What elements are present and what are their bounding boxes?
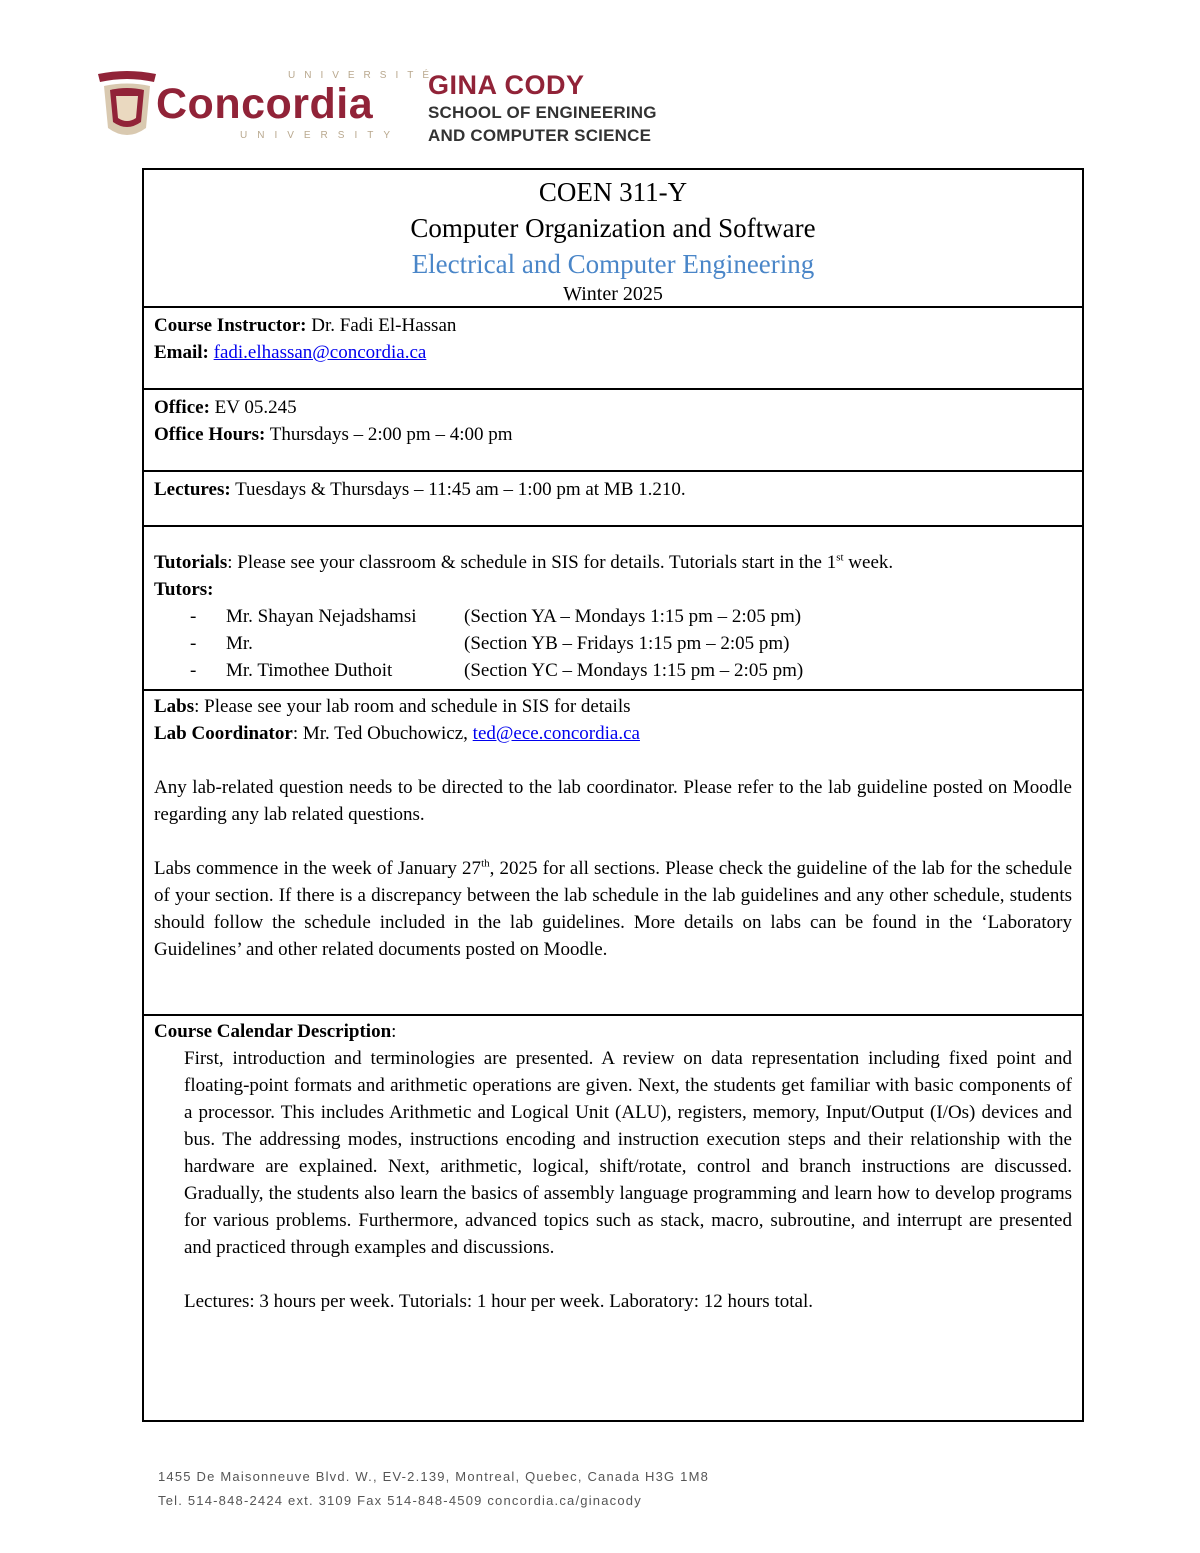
lab-coordinator-line [154,720,1072,747]
office-hours-label: Office Hours: [154,424,266,445]
list-bullet: - [190,606,197,627]
list-bullet: - [190,633,197,654]
letterhead [96,66,796,150]
description-heading [154,1018,1072,1045]
tutor-section: (Section YA – Mondays 1:15 pm – 2:05 pm) [464,606,802,627]
concordia-shield-icon [96,70,158,146]
university-en-label: UNIVERSITY [240,130,401,141]
labs-cell [144,689,1082,1014]
description-label: Course Calendar Description [154,1021,392,1042]
lectures-line [154,476,1072,503]
course-code: COEN 311-Y [538,177,688,207]
email-line [154,339,1072,366]
tutorials-line [154,549,1072,576]
page-footer [158,1465,709,1513]
office-line [154,394,1072,421]
tutorials-cell [144,525,1082,689]
tutorials-sup: st [836,551,844,564]
instructor-line [154,312,1072,339]
school-name-line3: AND COMPUTER SCIENCE [428,126,652,145]
instructor-name: Dr. Fadi El-Hassan [306,315,457,336]
labs-paragraph-2-sup: th [481,857,490,870]
university-name: Concordia [156,80,374,128]
course-description-cell [144,1014,1082,1420]
office-cell [144,388,1082,470]
tutors-label: Tutors [154,579,208,600]
list-bullet: - [190,660,197,681]
lab-coordinator-email-link[interactable]: ted@ece.concordia.ca [472,723,640,744]
spacer [154,1261,1072,1288]
course-title-cell [144,170,1082,306]
tutor-name: Mr. Shayan Nejadshamsi [226,606,417,627]
term-label: Winter 2025 [563,283,663,305]
labs-paragraph-1: Any lab-related question needs to be directed to the lab coordinator. Please refer to the lab guideline posted on Moodle regarding any lab related questions. [154,777,1072,825]
labs-label: Labs [154,696,195,717]
tutor-name: Mr. [226,633,253,654]
description-colon: : [391,1021,397,1042]
tutor-row [154,603,1072,630]
spacer [154,828,1072,855]
labs-text: : Please see your lab room and schedule in SIS for details [194,696,631,717]
office-value: EV 05.245 [209,397,297,418]
labs-paragraph-2-post: , 2025 for all sections. Please check the guideline of the lab for the schedule of your section. If there is a discrepancy between the lab schedule in the lab guidelines and any other schedule, students should follow the schedule included in the lab guidelines. More details on labs can be found in the ‘Laboratory Guidelines’ and other related documents posted on Moodle. [154,858,1073,960]
description-body: First, introduction and terminologies are presented. A review on data representation including fixed point and floating-point formats and arithmetic operations are given. Next, the students get familiar with basic components of a processor. This includes Arithmetic and Logical Unit (ALU), registers, memory, Input/Output (I/Os) devices and bus. The addressing modes, instructions encoding and instruction execution steps and their relationship with the hardware are explained. Next, arithmetic, logical, shift/rotate, control and branch instructions are discussed. Gradually, the students also learn the basics of assembly language programming and learn how to develop programs for various problems. Furthermore, advanced topics such as stack, macro, subroutine, and interrupt are presented and practiced through examples and discussions. [184,1048,1072,1258]
tutor-row [154,657,1072,684]
tutorials-text: : Please see your classroom & schedule in SIS for details. Tutorials start in the 1 [227,552,837,573]
tutorials-text-post: week. [843,552,894,573]
footer-contact: Tel. 514-848-2424 ext. 3109 Fax 514-848-4509 concordia.ca/ginacody [158,1493,642,1508]
labs-paragraph-2-pre: Labs commence in the week of January 27 [154,858,482,879]
instructor-cell [144,306,1082,388]
lab-coordinator-text: : Mr. Ted Obuchowicz, [292,723,473,744]
instructor-email-link[interactable]: fadi.elhassan@concordia.ca [213,342,427,363]
tutor-row [154,630,1072,657]
lectures-cell [144,470,1082,525]
labs-line [154,693,1072,720]
office-hours-value: Thursdays – 2:00 pm – 4:00 pm [265,424,513,445]
tutors-heading [154,576,1072,603]
tutor-name: Mr. Timothee Duthoit [226,660,393,681]
labs-paragraph-2 [154,855,1072,963]
school-name-line1: GINA CODY [428,70,585,100]
lectures-label: Lectures: [154,479,231,500]
footer-address: 1455 De Maisonneuve Blvd. W., EV-2.139, Montreal, Quebec, Canada H3G 1M8 [158,1469,710,1484]
office-hours-line [154,421,1072,448]
tutor-section: (Section YB – Fridays 1:15 pm – 2:05 pm) [464,633,790,654]
tutors-colon: : [207,579,214,600]
course-title: Computer Organization and Software [410,213,816,243]
tutor-section: (Section YC – Mondays 1:15 pm – 2:05 pm) [464,660,804,681]
instructor-label: Course Instructor: [154,315,307,336]
email-label: Email: [154,342,209,363]
department-name: Electrical and Computer Engineering [411,249,815,279]
tutorials-label: Tutorials [154,552,228,573]
school-name-line2: SCHOOL OF ENGINEERING [428,103,657,122]
lab-coordinator-label: Lab Coordinator [154,723,293,744]
spacer [154,747,1072,774]
university-fr-label: UNIVERSITÉ [288,70,439,81]
course-info-table [142,168,1084,1422]
office-label: Office: [154,397,210,418]
lectures-value: Tuesdays & Thursdays – 11:45 am – 1:00 pm at MB 1.210. [230,479,686,500]
description-hours: Lectures: 3 hours per week. Tutorials: 1 hour per week. Laboratory: 12 hours total. [184,1291,813,1312]
